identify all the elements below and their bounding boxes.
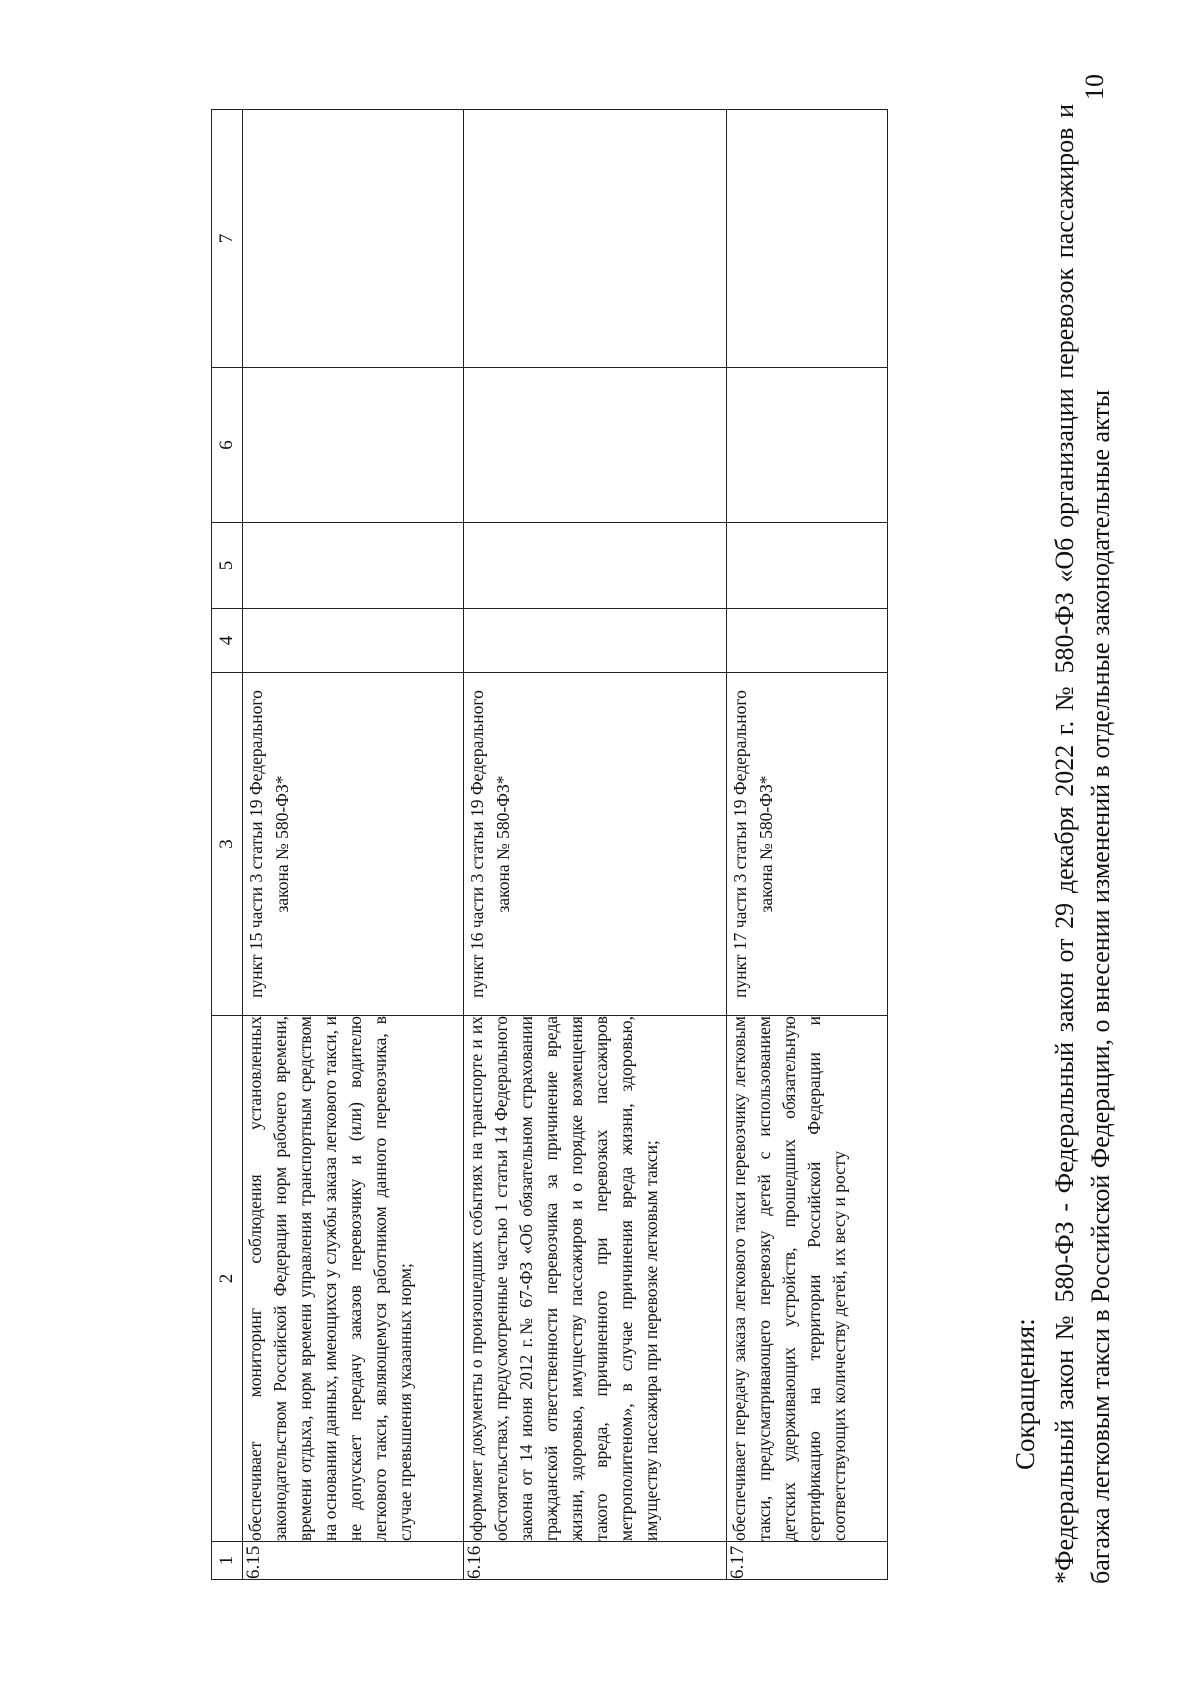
empty-cell xyxy=(464,110,727,368)
column-header: 6 xyxy=(212,368,243,523)
empty-cell xyxy=(464,368,727,523)
footnote: *Федеральный закон № 580-ФЗ - Федеральный закон от 29 декабря 2022 г. № 580-ФЗ «Об организации перевозок пассажиров и багажа легковым такси в Российской Федерации, о внесении изменений в отдельные законодательные акты xyxy=(1050,104,1115,1584)
row-description: оформляет документы о произошедших событиях на транспорте и их обстоятельствах, предусмотренные частью 1 статьи 14 Федерального закона от 14 июня 2012 г.№ 67-ФЗ «Об обязательном страховании гражданской ответственности перевозчика за причинение вреда жизни, здоровью, имуществу пассажиров и о порядке возмещения такого вреда, причиненного при перевозках пассажиров метрополитеном», в случае причинения вреда жизни, здоровью, имуществу пассажира при перевозке легковым такси; xyxy=(464,1016,727,1542)
table-row xyxy=(727,110,888,1580)
empty-cell xyxy=(243,368,464,523)
table-row xyxy=(243,110,464,1580)
column-header: 1 xyxy=(212,1542,243,1580)
empty-cell xyxy=(243,609,464,673)
row-description: обеспечивает мониторинг соблюдения установленных законодательством Российской Федерации норм рабочего времени, времени отдыха, норм времени управления транспортным средством на основании данных, имеющихся у службы заказа легкового такси, и не допускает передачу заказов перевозчику и (или) водителю легкового такси, являющемуся работником данного перевозчика, в случае превышения указанных норм; xyxy=(243,1016,464,1542)
column-header: 7 xyxy=(212,110,243,368)
empty-cell xyxy=(243,110,464,368)
row-legal-reference: пункт 16 части 3 статьи 19 Федерального закона № 580-ФЗ* xyxy=(464,673,727,1016)
empty-cell xyxy=(464,609,727,673)
empty-cell xyxy=(727,523,888,609)
empty-cell xyxy=(727,368,888,523)
page-number: 10 xyxy=(1080,74,1109,100)
requirements-table xyxy=(211,109,888,1580)
row-description: обеспечивает передачу заказа легкового такси перевозчику легковым такси, предусматривающего перевозку детей с использованием детских удерживающих устройств, прошедших обязательную сертификацию на территории Российской Федерации и соответствующих количеству детей, их весу и росту xyxy=(729,1016,849,1541)
empty-cell xyxy=(727,110,888,368)
empty-cell xyxy=(727,609,888,673)
empty-cell xyxy=(464,523,727,609)
column-header: 5 xyxy=(212,523,243,609)
abbreviations-title: Сокращения: xyxy=(1010,1318,1040,1470)
row-description-cell xyxy=(727,1016,888,1542)
row-number: 6.16 xyxy=(464,1542,727,1580)
row-legal-reference: пункт 15 части 3 статьи 19 Федерального закона № 580-ФЗ* xyxy=(243,673,464,1016)
row-legal-reference: пункт 17 части 3 статьи 19 Федерального закона № 580-ФЗ* xyxy=(727,673,888,1016)
row-number: 6.17 xyxy=(727,1542,888,1580)
column-header: 4 xyxy=(212,609,243,673)
column-header: 3 xyxy=(212,673,243,1016)
empty-cell xyxy=(243,523,464,609)
table-header-row xyxy=(212,110,243,1580)
table-row xyxy=(464,110,727,1580)
row-number: 6.15 xyxy=(243,1542,464,1580)
column-header: 2 xyxy=(212,1016,243,1542)
